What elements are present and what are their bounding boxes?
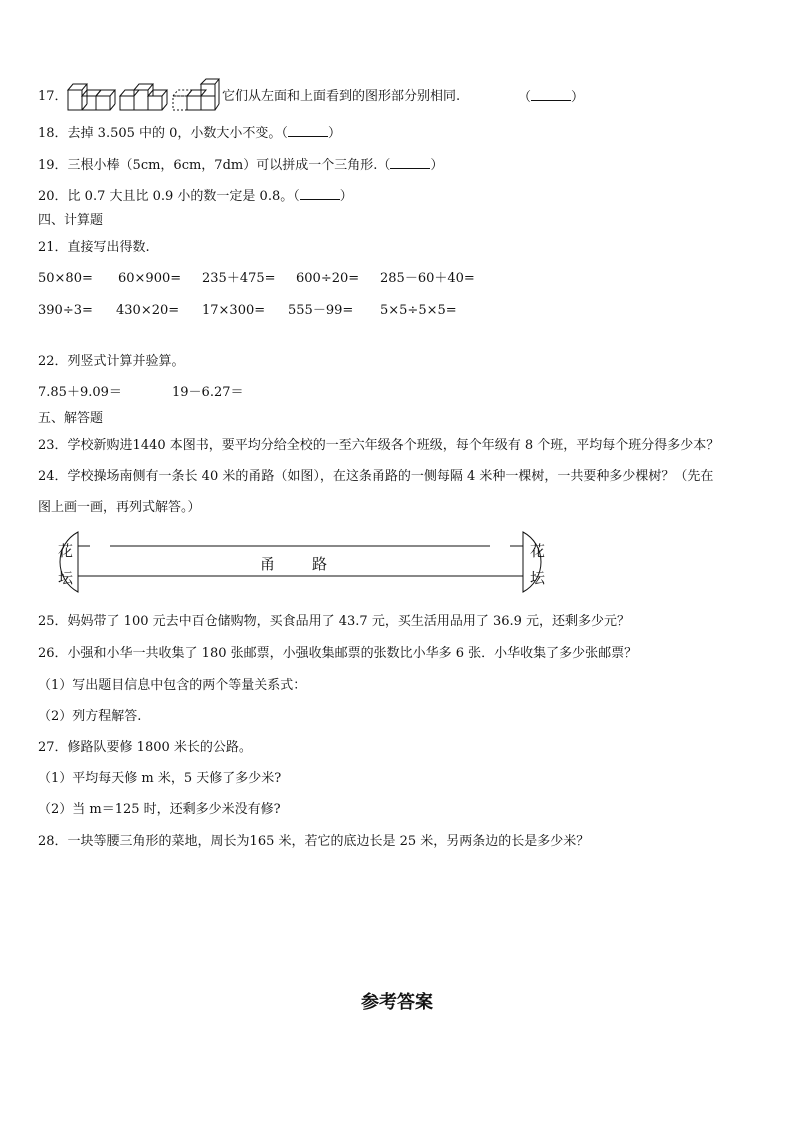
question-17-answer[interactable] — [518, 88, 584, 107]
question-22: 22．列竖式计算并验算。 — [38, 354, 185, 369]
section-heading-4: 四、计算题 — [38, 213, 104, 228]
question-17-text — [222, 88, 460, 106]
calc-item: 60×900= — [118, 271, 182, 286]
calc-item: 390÷3= — [38, 303, 93, 318]
question-23: 23．学校新购进1440 本图书，要平均分给全校的一至六年级各个班级，每个年级有 8 个班，平均每个班分得多少本？ — [38, 438, 720, 453]
flower-bed-label: 坛 — [58, 569, 74, 587]
question-18-text: 18．去掉 3.505 中的 0，小数大小不变。（ — [38, 126, 288, 141]
question-19-text: 19．三根小棒（5cm，6cm，7dm）可以拼成一个三角形.（ — [38, 158, 391, 173]
question-26: 26．小强和小华一共收集了 180 张邮票，小强收集邮票的张数比小华多 6 张．小华收集了多少张邮票？ — [38, 646, 638, 661]
calc-item: 555－99= — [288, 303, 354, 318]
flower-bed-label: 花 — [530, 542, 546, 560]
question-18 — [38, 124, 341, 143]
answer-blank-17[interactable] — [531, 88, 571, 101]
question-26-sub-2: （2）列方程解答. — [38, 709, 142, 724]
paren-right: ） — [571, 90, 585, 105]
flower-bed-label: 花 — [58, 542, 74, 560]
question-26-sub-1: （1）写出题目信息中包含的两个等量关系式： — [38, 678, 307, 693]
cube-figure-3 — [173, 79, 219, 110]
paren-right: ） — [339, 189, 353, 204]
road-label: 甬 — [260, 555, 276, 573]
calc-item: 600÷20= — [296, 271, 360, 286]
paren-right: ） — [327, 126, 341, 141]
answer-blank-20[interactable] — [300, 187, 340, 200]
question-25: 25．妈妈带了 100 元去中百仓储购物，买食品用了 43.7 元，买生活用品用了 36.9 元，还剩多少元？ — [38, 614, 631, 629]
answer-section-title: 参考答案 — [361, 992, 433, 1013]
question-24-line-1: 24．学校操场南侧有一条长 40 米的甬路（如图），在这条甬路的一侧每隔 4 米种一棵树，一共要种多少棵树？（先在 — [38, 469, 714, 484]
question-27-sub-2: （2）当 m＝125 时，还剩多少米没有修? — [38, 802, 281, 817]
question-28: 28．一块等腰三角形的菜地，周长为165 米，若它的底边长是 25 米，另两条边的长是多少米？ — [38, 834, 590, 849]
vertical-calc-item: 19－6.27＝ — [172, 385, 244, 400]
question-17-statement: 它们从左面和上面看到的图形部分别相同. — [222, 89, 461, 104]
cube-figure-1 — [68, 84, 115, 110]
answer-blank-18[interactable] — [288, 124, 328, 137]
calc-item: 235＋475= — [202, 271, 276, 286]
question-17-number: 17． — [38, 89, 68, 104]
flower-bed-label: 坛 — [530, 569, 546, 587]
paren-right: ） — [430, 158, 444, 173]
vertical-calc-item: 7.85＋9.09＝ — [38, 385, 122, 400]
question-27-sub-1: （1）平均每天修 m 米，5 天修了多少米? — [38, 771, 282, 786]
road-diagram — [38, 526, 563, 596]
calc-item: 17×300= — [202, 303, 266, 318]
calc-item: 430×20= — [116, 303, 180, 318]
paren-left: （ — [518, 90, 532, 105]
answer-blank-19[interactable] — [390, 156, 430, 169]
question-24-line-2: 图上画一画，再列式解答。） — [38, 500, 201, 515]
cube-figures — [66, 78, 222, 112]
question-17 — [38, 88, 68, 106]
question-27: 27．修路队要修 1800 米长的公路。 — [38, 740, 252, 755]
calc-item: 285－60＋40= — [380, 271, 475, 286]
question-21: 21．直接写出得数. — [38, 240, 150, 255]
cube-figure-2 — [120, 84, 167, 110]
calc-item: 50×80= — [38, 271, 93, 286]
question-20-text: 20．比 0.7 大且比 0.9 小的数一定是 0.8。（ — [38, 189, 300, 204]
section-heading-5: 五、解答题 — [38, 411, 104, 426]
road-label: 路 — [312, 555, 328, 573]
calc-item: 5×5÷5×5= — [380, 303, 457, 318]
question-20 — [38, 187, 353, 206]
question-19 — [38, 156, 443, 175]
